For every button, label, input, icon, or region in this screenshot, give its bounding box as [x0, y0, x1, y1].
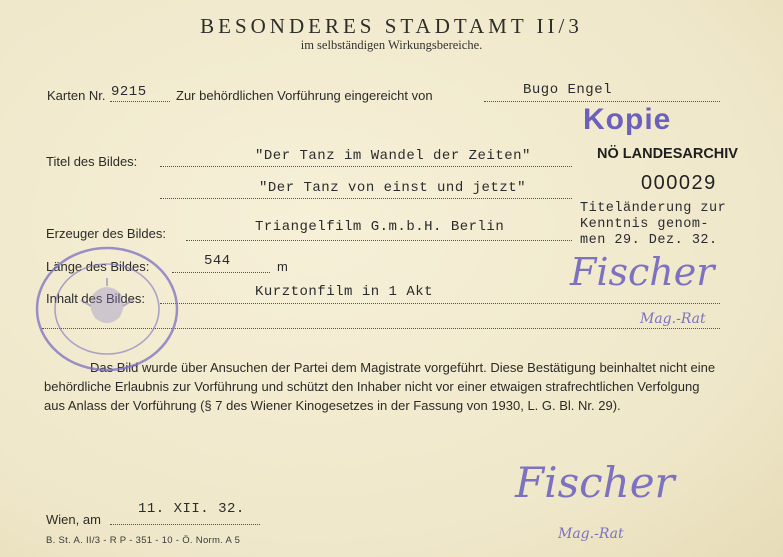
lower-signature: Fischer: [515, 458, 675, 507]
place-label: Wien, am: [46, 512, 101, 527]
karten-dotline: [110, 101, 170, 102]
document-subtitle: im selbständigen Wirkungsbereiche.: [300, 38, 483, 52]
erzeuger-label: Erzeuger des Bildes:: [46, 226, 166, 241]
annotation-line-2: Kenntnis genom-: [580, 217, 710, 232]
laenge-value: 544: [204, 253, 231, 269]
date-dotline: [110, 524, 260, 525]
laenge-dotline: [172, 272, 270, 273]
eingereicht-dotline: [484, 101, 720, 102]
inhalt-dotline: [160, 303, 720, 304]
laenge-label: Länge des Bildes:: [46, 259, 150, 274]
annotation-line-3: men 29. Dez. 32.: [580, 233, 718, 248]
notice-paragraph: Das Bild wurde über Ansuchen der Partei dem Magistrate vorgeführt. Diese Bestätigung beinhaltet nicht eine behördliche Erlaubnis zur Vorführung und schützt den Inhaber nicht vor einer etwaigen strafrechtlichen Verfolgung aus Anlass der Vorführung (§ 7 des Wiener Kinogesetzes in der Fassung von 1930, L. G. Bl. Nr. 29).: [44, 360, 716, 413]
annotation-line-1: Titeländerung zur: [580, 201, 727, 216]
inhalt-value: Kurztonfilm in 1 Akt: [255, 284, 434, 300]
kopie-stamp: Kopie: [583, 103, 672, 136]
titel-value-2: "Der Tanz von einst und jetzt": [259, 180, 527, 196]
laenge-unit: m: [277, 259, 288, 274]
archive-name: NÖ LANDESARCHIV: [597, 146, 738, 162]
eingereicht-value: Bugo Engel: [523, 82, 613, 98]
titel-label: Titel des Bildes:: [46, 154, 138, 169]
document-title: BESONDERES STADTAMT II/3: [200, 14, 583, 38]
inhalt-label: Inhalt des Bildes:: [46, 291, 146, 306]
city-seal-icon: [33, 244, 181, 374]
erzeuger-value: Triangelfilm G.m.b.H. Berlin: [255, 219, 505, 235]
lower-signature-title: Mag.-Rat: [558, 526, 624, 542]
titel-value-1: "Der Tanz im Wandel der Zeiten": [255, 148, 531, 164]
form-code: B. St. A. II/3 - R P - 351 - 10 - Ö. Norm. A 5: [46, 535, 241, 546]
archive-number: 000029: [641, 172, 717, 194]
karten-label: Karten Nr.: [47, 88, 106, 103]
upper-signature-title: Mag.-Rat: [640, 311, 706, 327]
date-value: 11. XII. 32.: [138, 501, 245, 517]
erzeuger-dotline: [186, 240, 572, 241]
titel-dotline-2: [160, 198, 572, 199]
titel-dotline: [160, 166, 572, 167]
upper-signature: Fischer: [570, 250, 715, 294]
eingereicht-label: Zur behördlichen Vorführung eingereicht von: [176, 88, 433, 103]
karten-number: 9215: [111, 84, 147, 100]
